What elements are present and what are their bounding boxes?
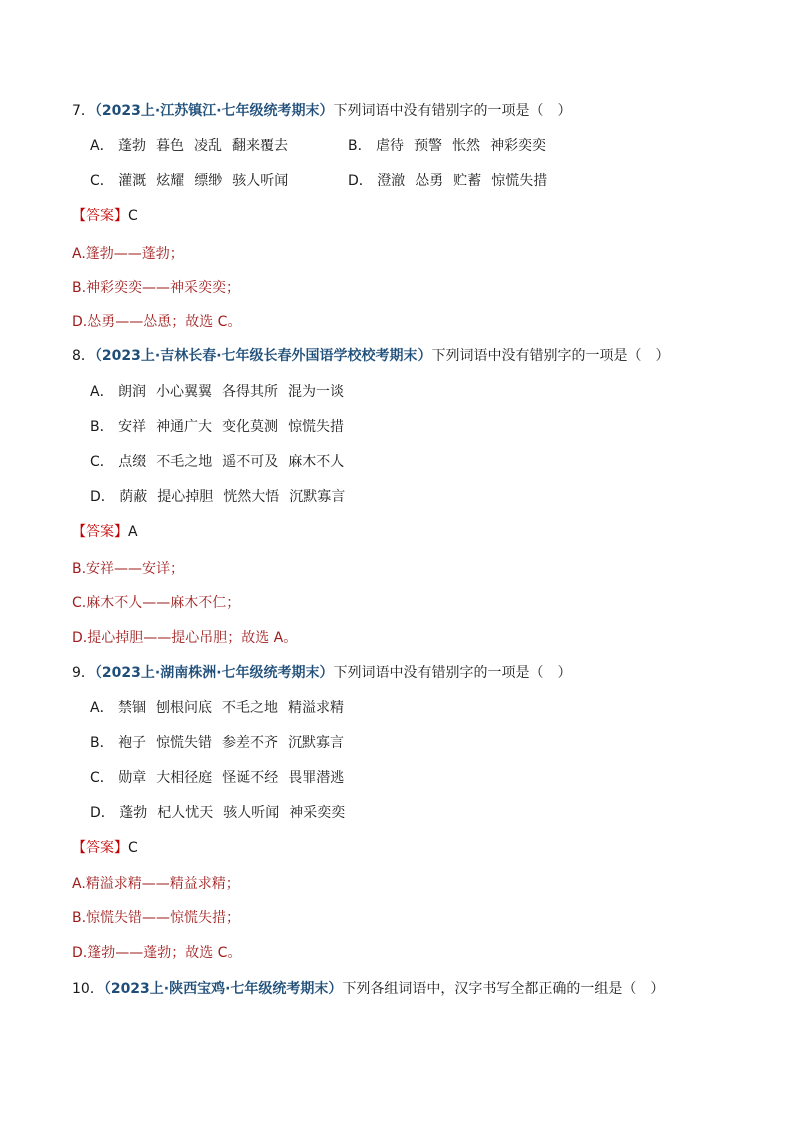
option-word: 精溢求精: [288, 700, 345, 716]
option-a: [90, 698, 354, 718]
option-b: [348, 136, 556, 156]
option-word: 怂勇: [415, 173, 444, 189]
option-word: 蓬勃: [119, 805, 148, 821]
question-source: （2023上·江苏镇江·七年级统考期末）: [94, 103, 334, 119]
question-text: 下列词语中没有错别字的一项是（ ）: [431, 348, 670, 364]
explanation-line: D.篷勃——蓬勃；故选 C。: [72, 945, 242, 961]
option-word: 大相径庭: [156, 770, 213, 786]
option-word: 暮色: [156, 138, 185, 154]
option-word: 灌溉: [118, 173, 147, 189]
answer-line: [72, 522, 138, 542]
option-word: 沉默寡言: [289, 489, 346, 505]
answer-value: C: [128, 208, 138, 224]
explanation-line: D.怂勇——怂恿；故选 C。: [72, 314, 242, 330]
option-word: 点缀: [118, 454, 147, 470]
answer-label: 【答案】: [72, 840, 128, 856]
option-b: [90, 417, 354, 437]
option-word: 恍然大悟: [223, 489, 280, 505]
option-word: 炫耀: [156, 173, 185, 189]
option-word: 安祥: [118, 419, 147, 435]
option-word: 小心翼翼: [156, 384, 213, 400]
explanation-line: D.提心掉胆——提心吊胆；故选 A。: [72, 630, 298, 646]
option-letter: A．: [90, 138, 114, 154]
explanation-line: B.安祥——安详；: [72, 561, 185, 577]
option-word: 翻来覆去: [232, 138, 289, 154]
option-b: [90, 733, 354, 753]
question-text: 下列词语中没有错别字的一项是（ ）: [333, 665, 572, 681]
option-word: 澄澈: [377, 173, 406, 189]
option-word: 预警: [414, 138, 443, 154]
option-word: 缥缈: [194, 173, 223, 189]
option-word: 惊慌失措: [288, 419, 345, 435]
answer-line: [72, 838, 138, 858]
option-d: [90, 487, 355, 507]
option-word: 禁锢: [118, 700, 147, 716]
answer-label: 【答案】: [72, 524, 128, 540]
option-word: 遥不可及: [222, 454, 279, 470]
option-word: 惊慌失措: [491, 173, 548, 189]
option-word: 神通广大: [156, 419, 213, 435]
option-letter: C．: [90, 770, 114, 786]
option-word: 朗润: [118, 384, 147, 400]
option-word: 沉默寡言: [288, 735, 345, 751]
option-word: 神采奕奕: [289, 805, 346, 821]
question-7-stem: [72, 101, 572, 121]
answer-line: [72, 206, 138, 226]
option-word: 骇人听闻: [232, 173, 289, 189]
option-word: 不毛之地: [156, 454, 213, 470]
question-source: （2023上·湖南株洲·七年级统考期末）: [94, 665, 334, 681]
option-word: 袍子: [118, 735, 147, 751]
question-source: （2023上·吉林长春·七年级长春外国语学校校考期末）: [94, 348, 432, 364]
option-c: [90, 768, 354, 788]
option-word: 勋章: [118, 770, 147, 786]
question-10-stem: [72, 979, 664, 999]
option-letter: D．: [90, 805, 115, 821]
option-letter: B．: [90, 735, 114, 751]
option-d: [90, 803, 355, 823]
option-c: [90, 452, 354, 472]
option-word: 麻木不人: [288, 454, 345, 470]
option-word: 不毛之地: [222, 700, 279, 716]
answer-value: C: [128, 840, 138, 856]
option-word: 畏罪潜逃: [288, 770, 345, 786]
option-word: 荫蔽: [119, 489, 148, 505]
option-word: 蓬勃: [118, 138, 147, 154]
question-number: 9．: [72, 665, 95, 681]
option-d: [348, 171, 557, 191]
option-a: [90, 136, 298, 156]
option-word: 各得其所: [222, 384, 279, 400]
question-number: 10．: [72, 981, 104, 997]
question-number: 8．: [72, 348, 95, 364]
option-letter: A．: [90, 700, 114, 716]
answer-label: 【答案】: [72, 208, 128, 224]
option-word: 贮蓄: [453, 173, 482, 189]
option-word: 虐待: [376, 138, 405, 154]
explanation-line: B.惊慌失错——惊慌失措；: [72, 910, 241, 926]
explanation-line: B.神彩奕奕——神采奕奕；: [72, 280, 241, 296]
option-word: 凌乱: [194, 138, 223, 154]
option-word: 骇人听闻: [223, 805, 280, 821]
option-word: 怅然: [452, 138, 481, 154]
option-word: 刨根问底: [156, 700, 213, 716]
option-letter: B．: [348, 138, 372, 154]
option-letter: D．: [90, 489, 115, 505]
option-letter: B．: [90, 419, 114, 435]
option-word: 提心掉胆: [157, 489, 214, 505]
option-c: [90, 171, 298, 191]
explanation-line: A.篷勃——蓬勃；: [72, 246, 184, 262]
explanation-line: C.麻木不人——麻木不仁；: [72, 595, 241, 611]
option-letter: C．: [90, 454, 114, 470]
explanation-line: A.精溢求精——精益求精；: [72, 876, 240, 892]
question-9-stem: [72, 663, 572, 683]
question-text: 下列各组词语中，汉字书写全都正确的一组是（ ）: [342, 981, 665, 997]
question-8-stem: [72, 346, 670, 366]
option-letter: A．: [90, 384, 114, 400]
option-letter: C．: [90, 173, 114, 189]
option-word: 参差不齐: [222, 735, 279, 751]
option-word: 杞人忧天: [157, 805, 214, 821]
question-source: （2023上·陕西宝鸡·七年级统考期末）: [103, 981, 343, 997]
question-text: 下列词语中没有错别字的一项是（ ）: [333, 103, 572, 119]
option-word: 惊慌失错: [156, 735, 213, 751]
option-word: 神彩奕奕: [490, 138, 547, 154]
option-word: 怪诞不经: [222, 770, 279, 786]
option-word: 混为一谈: [288, 384, 345, 400]
option-a: [90, 382, 354, 402]
option-letter: D．: [348, 173, 373, 189]
question-number: 7．: [72, 103, 95, 119]
answer-value: A: [128, 524, 138, 540]
option-word: 变化莫测: [222, 419, 279, 435]
